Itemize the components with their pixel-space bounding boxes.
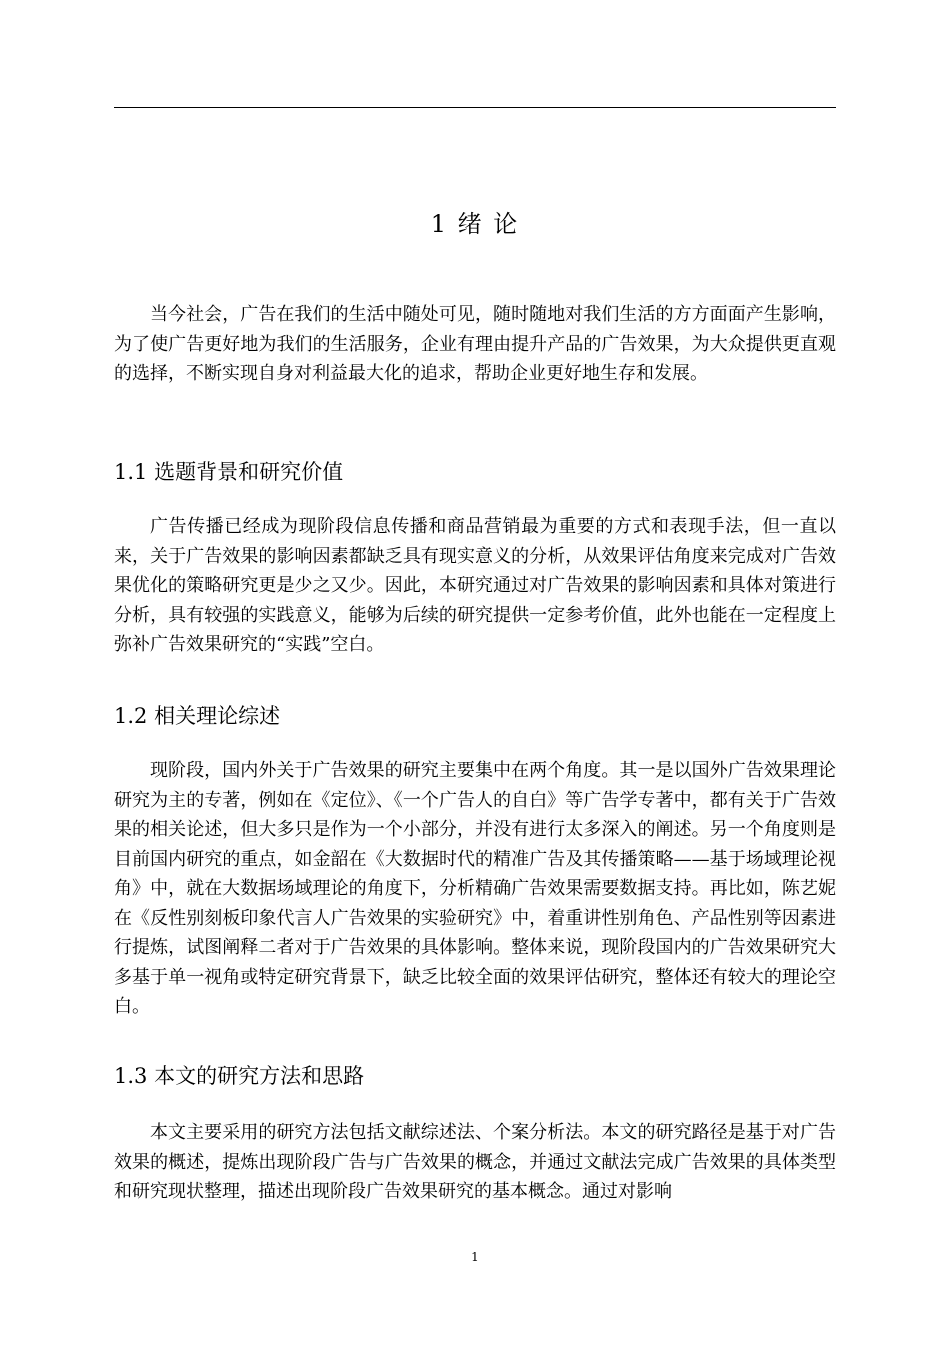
section-heading-1-2: 1.2 相关理论综述: [114, 704, 281, 728]
chapter-intro-paragraph: 当今社会，广告在我们的生活中随处可见，随时随地对我们生活的方方面面产生影响，为了使广告更好地为我们的生活服务，企业有理由提升产品的广告效果，为大众提供更直观的选择，不断实现自身对利益最大化的追求，帮助企业更好地生存和发展。: [114, 304, 836, 384]
header-rule: [114, 107, 836, 108]
section-1-2-paragraph: 现阶段，国内外关于广告效果的研究主要集中在两个角度。其一是以国外广告效果理论研究为主的专著，例如在《定位》、《一个广告人的自白》等广告学专著中，都有关于广告效果的相关论述，但大多只是作为一个小部分，并没有进行太多深入的阐述。另一个角度则是目前国内研究的重点，如金韶在《大数据时代的精准广告及其传播策略——基于场域理论视角》中，就在大数据场域理论的角度下，分析精确广告效果需要数据支持。再比如，陈艺妮在《反性别刻板印象代言人广告效果的实验研究》中，着重讲性别角色、产品性别等因素进行提炼，试图阐释二者对于广告效果的具体影响。整体来说，现阶段国内的广告效果研究大多基于单一视角或特定研究背景下，缺乏比较全面的效果评估研究，整体还有较大的理论空白。: [114, 760, 836, 1017]
section-1-3-paragraph: 本文主要采用的研究方法包括文献综述法、个案分析法。本文的研究路径是基于对广告效果的概述，提炼出现阶段广告与广告效果的概念，并通过文献法完成广告效果的具体类型和研究现状整理，描述出现阶段广告效果研究的基本概念。通过对影响: [114, 1122, 836, 1202]
section-heading-1-3: 1.3 本文的研究方法和思路: [114, 1064, 365, 1088]
chapter-title: 1 绪 论: [430, 210, 520, 238]
section-heading-1-1: 1.1 选题背景和研究价值: [114, 460, 344, 484]
section-1-1-paragraph: 广告传播已经成为现阶段信息传播和商品营销最为重要的方式和表现手法，但一直以来，关于广告效果的影响因素都缺乏具有现实意义的分析，从效果评估角度来完成对广告效果优化的策略研究更是少之又少。因此，本研究通过对广告效果的影响因素和具体对策进行分析，具有较强的实践意义，能够为后续的研究提供一定参考价值，此外也能在一定程度上弥补广告效果研究的“实践”空白。: [114, 516, 836, 655]
page-number: 1: [471, 1250, 479, 1264]
